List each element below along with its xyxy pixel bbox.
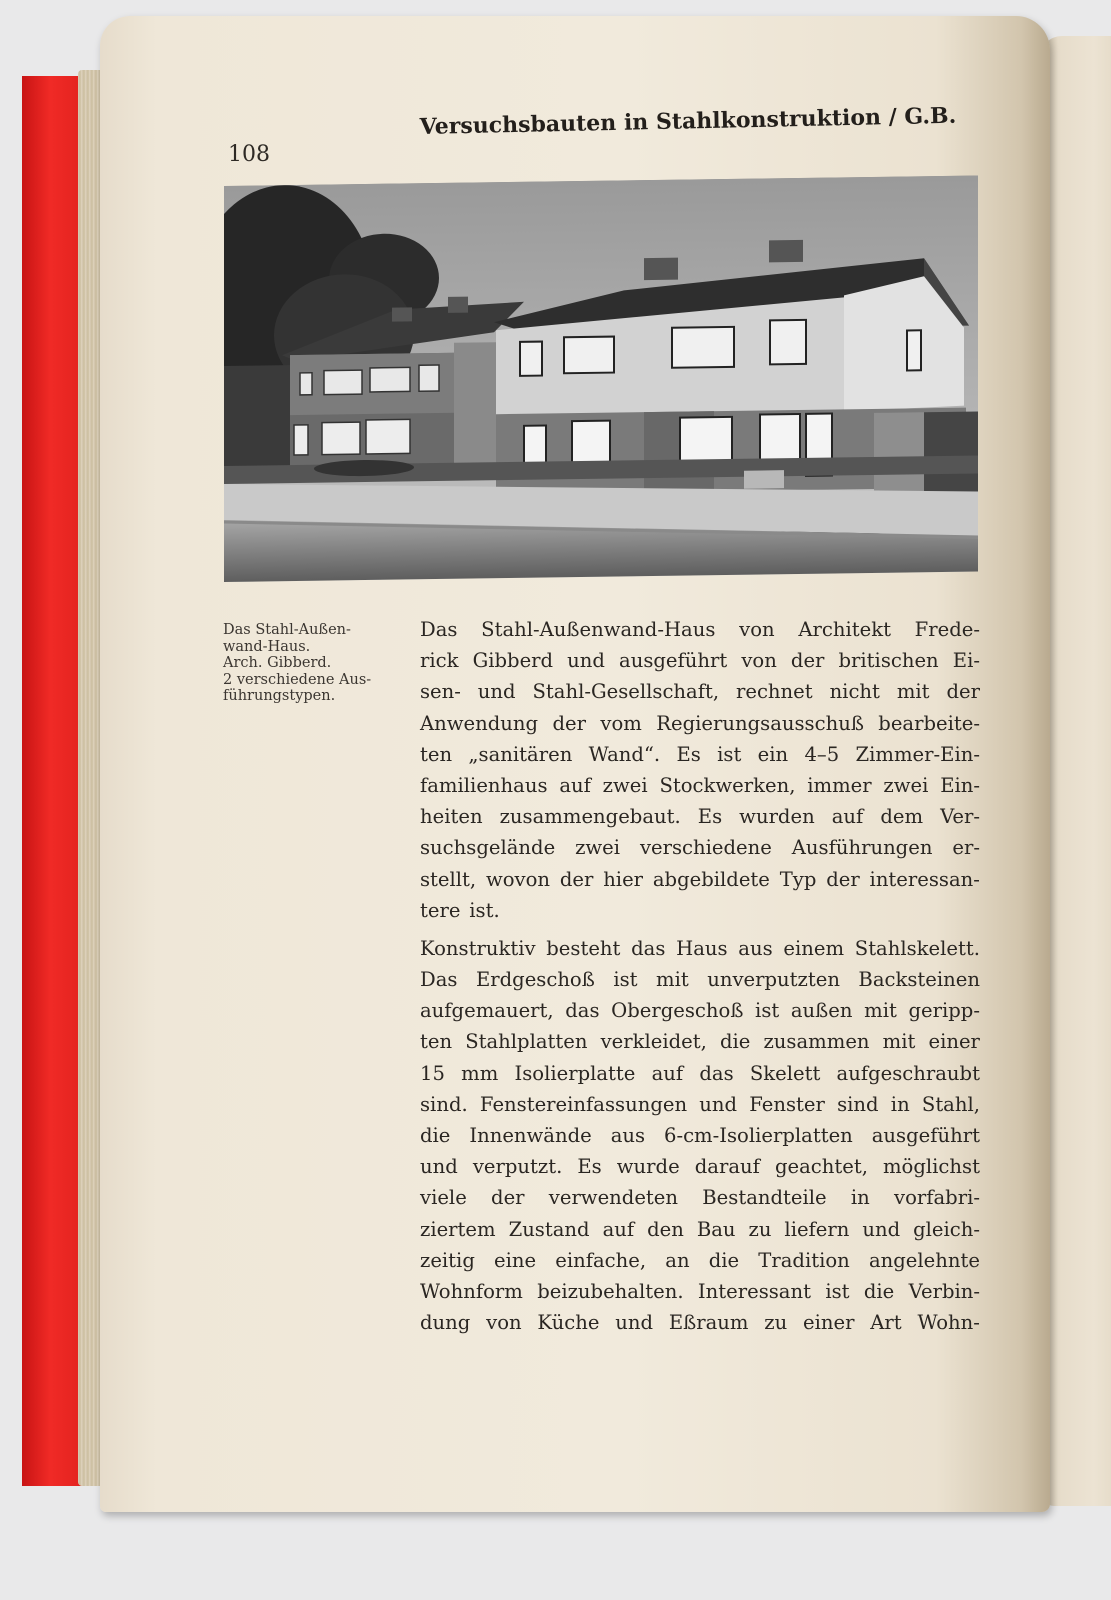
text-line: Konstruktiv besteht das Haus aus einem Stahlskelett. xyxy=(420,936,980,960)
text-line: heiten zusammengebaut. Es wurden auf dem Ver- xyxy=(420,805,980,829)
page-number: 108 xyxy=(228,142,270,167)
text-line: familienhaus auf zwei Stockwerken, immer zwei Ein- xyxy=(420,773,980,797)
text-line: Wohnform beizubehalten. Interessant ist die Verbin- xyxy=(420,1279,980,1303)
caption-line: führungstypen. xyxy=(223,688,336,704)
text-line: suchsgelände zwei verschiedene Ausführungen er- xyxy=(420,836,980,860)
text-line: aufgemauert, das Obergeschoß ist außen mit geripp- xyxy=(420,999,980,1023)
text-line: ziertem Zustand auf den Bau zu liefern und gleich- xyxy=(420,1217,980,1241)
text-line: tere ist. xyxy=(420,898,500,922)
caption-line: 2 verschiedene Aus- xyxy=(223,671,372,688)
text-line: die Innenwände aus 6-cm-Isolierplatten ausgeführt xyxy=(420,1124,980,1147)
text-line: Das Erdgeschoß ist mit unverputzten Backsteinen xyxy=(420,968,980,992)
paragraph-2 xyxy=(420,933,980,1338)
caption-line: wand-Haus. xyxy=(223,638,311,655)
text-line: Anwendung der vom Regierungsausschuß bearbeite- xyxy=(420,711,980,735)
text-line: sen- und Stahl-Gesellschaft, rechnet nicht mit der xyxy=(420,680,980,704)
caption-line: Arch. Gibberd. xyxy=(223,655,332,671)
text-line: stellt, wovon der hier abgebildete Typ der interessan- xyxy=(420,867,980,891)
text-line: zeitig eine einfache, an die Tradition angelehnte xyxy=(420,1248,980,1272)
text-line: ten „sanitären Wand“. Es ist ein 4–5 Zimmer-Ein- xyxy=(420,742,980,766)
text-line: Das Stahl-Außenwand-Haus von Architekt Frede- xyxy=(420,618,980,641)
caption-line: Das Stahl-Außen- xyxy=(223,622,351,638)
body-text xyxy=(420,614,980,1338)
photo-caption xyxy=(223,622,409,705)
text-line: sind. Fenstereinfassungen und Fenster sind in Stahl, xyxy=(420,1092,980,1116)
text-line: und verputzt. Es wurde darauf geachtet, möglichst xyxy=(420,1155,980,1179)
text-line: viele der verwendeten Bestandteile in vorfabri- xyxy=(420,1186,980,1210)
text-line: 15 mm Isolierplatte auf das Skelett aufgeschraubt xyxy=(420,1061,980,1085)
text-line: ten Stahlplatten verkleidet, die zusammen mit einer xyxy=(420,1030,980,1054)
house-photograph xyxy=(224,175,978,582)
paragraph-1 xyxy=(420,614,980,926)
text-line: rick Gibberd und ausgeführt von der britischen Ei- xyxy=(420,649,980,673)
running-head: Versuchsbauten in Stahlkonstruktion / G.B. xyxy=(419,102,957,140)
facing-page xyxy=(1040,36,1111,1506)
text-line: dung von Küche und Eßraum zu einer Art Wohn- xyxy=(420,1311,980,1335)
